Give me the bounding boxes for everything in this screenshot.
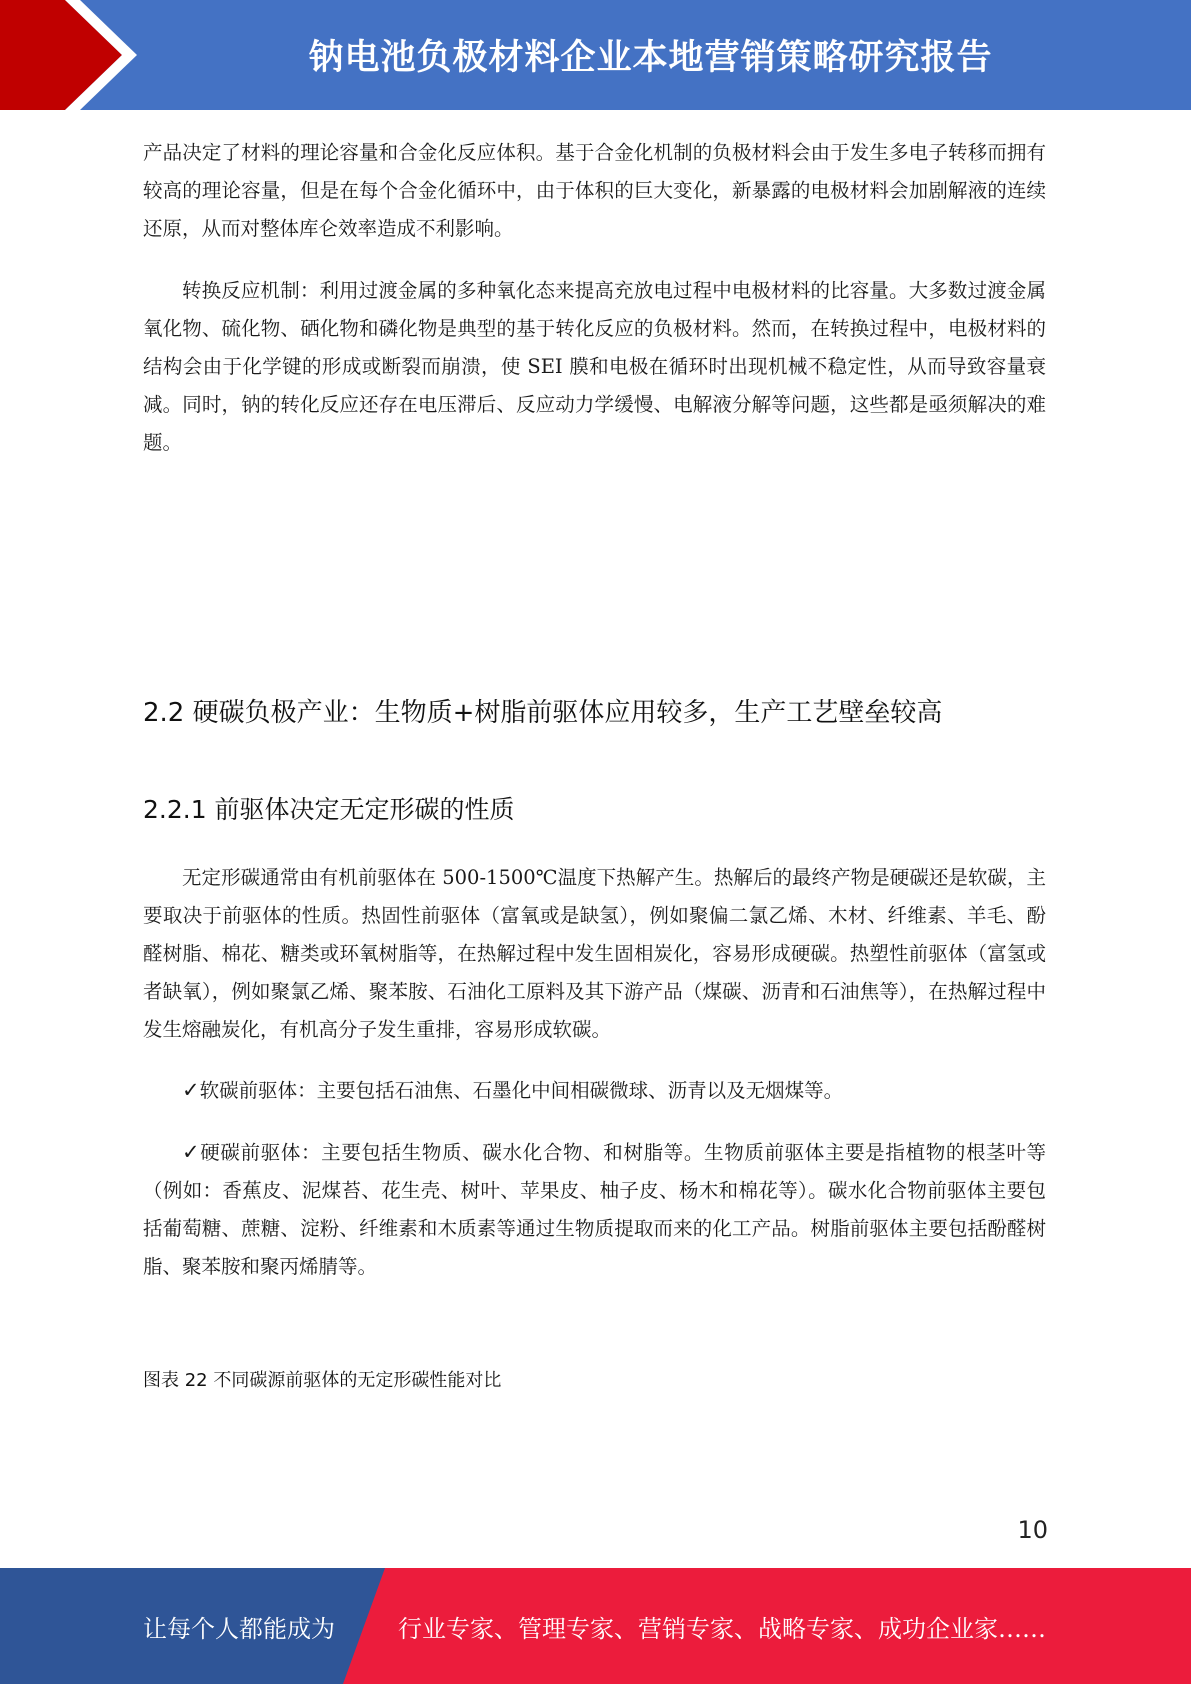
figure-caption: 图表 22 不同碳源前驱体的无定形碳性能对比 bbox=[143, 1370, 502, 1391]
subsection-heading: 2.2.1 前驱体决定无定形碳的性质 bbox=[143, 795, 515, 824]
header-arrow-decoration bbox=[0, 0, 160, 110]
paragraph-amorphous-carbon: 无定形碳通常由有机前驱体在 500-1500℃温度下热解产生。热解后的最终产物是硬碳还是软碳，主要取决于前驱体的性质。热固性前驱体（富氧或是缺氢），例如聚偏二氯乙烯、木材、纤维素、羊毛、酚醛树脂、棉花、糖类或环氧树脂等，在热解过程中发生固相炭化，容易形成硬碳。热塑性前驱体（富氢或者缺氧），例如聚氯乙烯、聚苯胺、石油化工原料及其下游产品（煤碳、沥青和石油焦等），在热解过程中发生熔融炭化，有机高分子发生重排，容易形成软碳。 bbox=[143, 866, 1046, 1041]
bullet-soft-carbon-text: 软碳前驱体：主要包括石油焦、石墨化中间相碳微球、沥青以及无烟煤等。 bbox=[199, 1079, 844, 1102]
paragraph-conversion-mechanism: 转换反应机制：利用过渡金属的多种氧化态来提高充放电过程中电极材料的比容量。大多数过渡金属氧化物、硫化物、硒化物和磷化物是典型的基于转化反应的负极材料。然而，在转换过程中，电极材料的结构会由于化学键的形成或断裂而崩溃，使 SEI 膜和电极在循环时出现机械不稳定性，从而导致容量衰减。同时，钠的转化反应还存在电压滞后、反应动力学缓慢、电解液分解等问题，这些都是亟须解决的难题。 bbox=[143, 279, 1046, 454]
report-title: 钠电池负极材料企业本地营销策略研究报告 bbox=[308, 38, 993, 78]
page-footer bbox=[0, 1568, 1191, 1684]
checkmark-icon: ✓ bbox=[182, 1140, 201, 1164]
checkmark-icon: ✓ bbox=[182, 1078, 200, 1102]
page-header bbox=[0, 0, 1191, 110]
page-number: 10 bbox=[1017, 1516, 1048, 1544]
section-heading: 2.2 硬碳负极产业：生物质+树脂前驱体应用较多，生产工艺壁垒较高 bbox=[143, 698, 943, 728]
bullet-soft-carbon bbox=[143, 1071, 1046, 1110]
footer-slogan-right: 行业专家、管理专家、营销专家、战略专家、成功企业家…… bbox=[398, 1614, 1046, 1643]
footer-slogan-left: 让每个人都能成为 bbox=[143, 1614, 335, 1643]
paragraph-alloy-mechanism: 产品决定了材料的理论容量和合金化反应体积。基于合金化机制的负极材料会由于发生多电子转移而拥有较高的理论容量，但是在每个合金化循环中，由于体积的巨大变化，新暴露的电极材料会加剧解液的连续还原，从而对整体库仑效率造成不利影响。 bbox=[143, 141, 1046, 240]
bullet-hard-carbon bbox=[143, 1133, 1046, 1286]
bullet-hard-carbon-text: 硬碳前驱体：主要包括生物质、碳水化合物、和树脂等。生物质前驱体主要是指植物的根茎叶等（例如：香蕉皮、泥煤苔、花生壳、树叶、苹果皮、柚子皮、杨木和棉花等）。碳水化合物前驱体主要包括葡萄糖、蔗糖、淀粉、纤维素和木质素等通过生物质提取而来的化工产品。树脂前驱体主要包括酚醛树脂、聚苯胺和聚丙烯腈等。 bbox=[143, 1141, 1046, 1278]
